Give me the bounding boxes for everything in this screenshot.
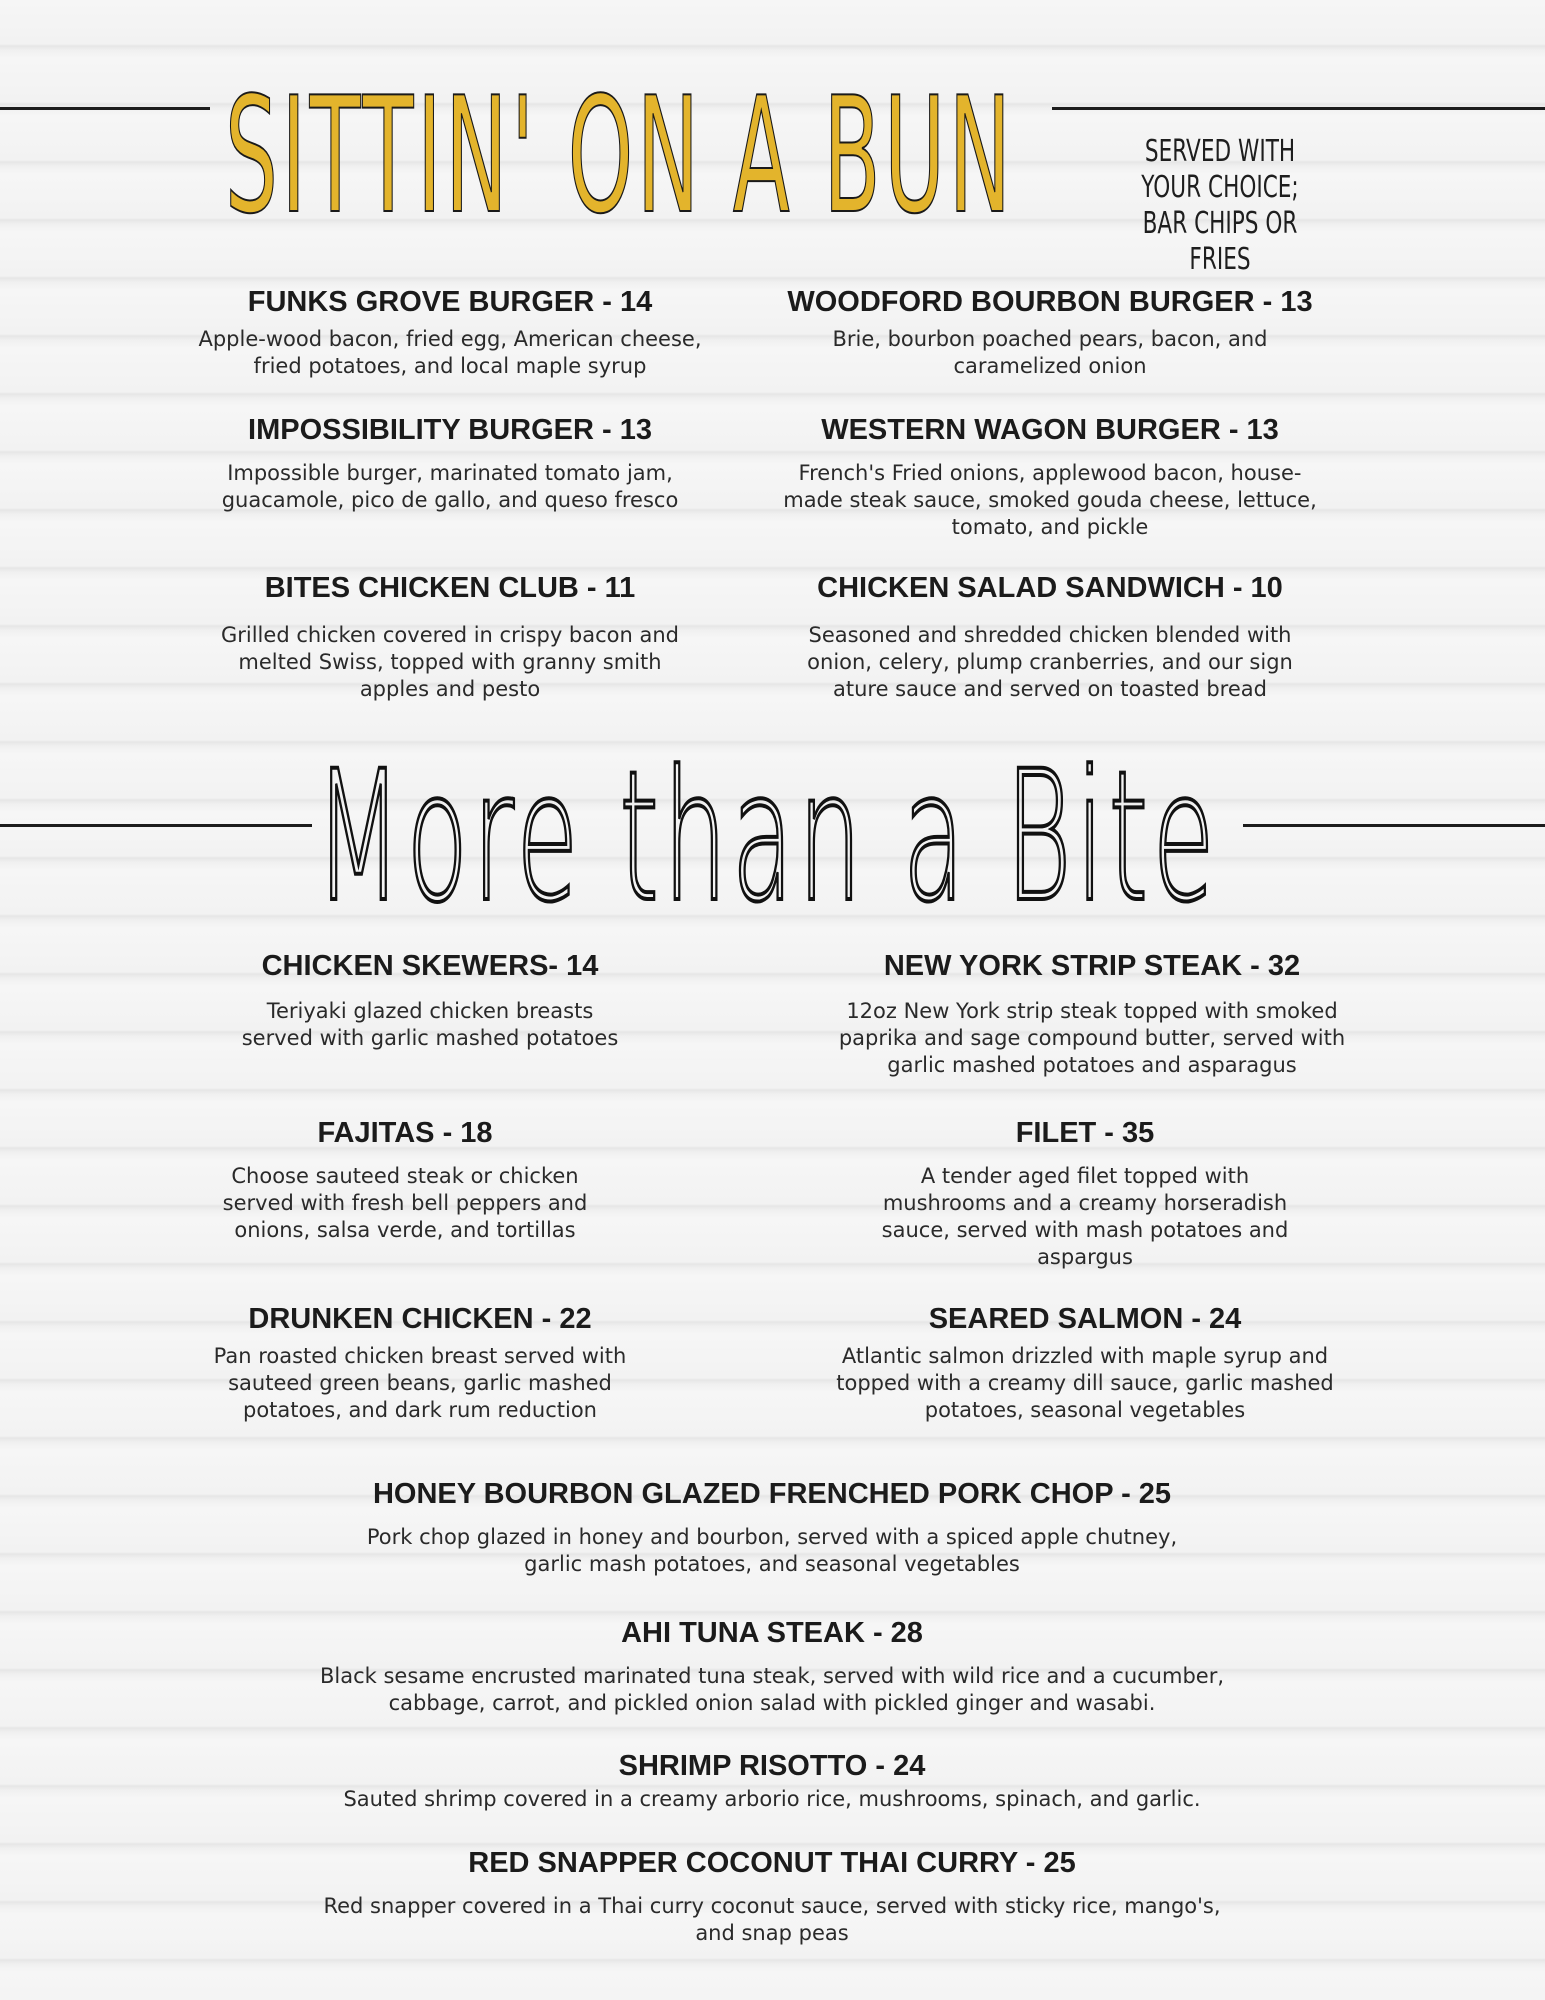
menu-item: [770, 412, 1330, 541]
section-title-bun: SITTIN' ON A BUN: [225, 62, 1015, 249]
item-description: Choose sauteed steak or chicken served with fresh bell peppers and onions, salsa verde, and tortillas: [222, 1164, 588, 1242]
item-description: French's Fried onions, applewood bacon, house-made steak sauce, smoked gouda cheese, lettuce, tomato, and pickle: [783, 461, 1317, 539]
menu-item: [170, 284, 730, 380]
item-description: Brie, bourbon poached pears, bacon, and caramelized onion: [832, 327, 1268, 378]
item-description: Sauted shrimp covered in a creamy arborio rice, mushrooms, spinach, and garlic.: [343, 1787, 1201, 1811]
header-rule-left: [0, 824, 312, 827]
menu-item: [272, 1476, 1272, 1578]
item-description: Teriyaki glazed chicken breasts served with garlic mashed potatoes: [241, 999, 619, 1050]
header-rule-left: [0, 107, 210, 110]
menu-item: [770, 284, 1330, 380]
item-name: AHI TUNA STEAK - 28: [621, 1617, 923, 1649]
item-description: Red snapper covered in a Thai curry coconut sauce, served with sticky rice, mango's, and snap peas: [323, 1894, 1221, 1945]
item-description: Seasoned and shredded chicken blended with onion, celery, plump cranberries, and our sign ature sauce and served on toasted bread: [807, 623, 1293, 701]
item-name: WOODFORD BOURBON BURGER - 13: [787, 286, 1313, 318]
item-description: Pan roasted chicken breast served with sauteed green beans, garlic mashed potatoes, and dark rum reduction: [213, 1344, 627, 1422]
menu-item: [272, 1845, 1272, 1947]
item-description: Grilled chicken covered in crispy bacon and melted Swiss, topped with granny smith apples and pesto: [220, 623, 680, 701]
item-name: FUNKS GROVE BURGER - 14: [247, 286, 653, 318]
item-name: FILET - 35: [1015, 1117, 1155, 1149]
menu-item: [272, 1615, 1272, 1717]
item-name: RED SNAPPER COCONUT THAI CURRY - 25: [468, 1847, 1076, 1879]
menu-item: [150, 948, 710, 1052]
item-name: CHICKEN SKEWERS- 14: [261, 950, 599, 982]
section-title-bite: More than a Bite: [315, 733, 1220, 942]
item-description: Pork chop glazed in honey and bourbon, served with a spiced apple chutney, garlic mash potatoes, and seasonal vegetables: [366, 1525, 1178, 1576]
item-name: CHICKEN SALAD SANDWICH - 10: [817, 572, 1283, 604]
item-description: Black sesame encrusted marinated tuna steak, served with wild rice and a cucumber, cabbage, carrot, and pickled onion salad with pickled ginger and wasabi.: [319, 1664, 1225, 1715]
menu-item: [770, 570, 1330, 703]
menu-item: [805, 1301, 1365, 1424]
menu-item: [805, 1115, 1365, 1271]
item-name: NEW YORK STRIP STEAK - 32: [883, 950, 1301, 982]
item-name: SHRIMP RISOTTO - 24: [618, 1750, 926, 1782]
header-rule-right: [1052, 107, 1545, 110]
menu-item: [170, 570, 730, 703]
item-description: Apple-wood bacon, fried egg, American cheese, fried potatoes, and local maple syrup: [198, 327, 702, 378]
served-with-note: SERVED WITH YOUR CHOICE; BAR CHIPS OR FRIES: [1141, 134, 1299, 277]
item-name: BITES CHICKEN CLUB - 11: [264, 572, 636, 604]
item-description: A tender aged filet topped with mushrooms and a creamy horseradish sauce, served with mash potatoes and aspargus: [881, 1164, 1289, 1269]
item-name: WESTERN WAGON BURGER - 13: [821, 414, 1279, 446]
item-description: Atlantic salmon drizzled with maple syrup and topped with a creamy dill sauce, garlic mashed potatoes, seasonal vegetables: [836, 1344, 1334, 1422]
menu-item: [125, 1115, 685, 1244]
item-name: HONEY BOURBON GLAZED FRENCHED PORK CHOP - 25: [372, 1478, 1172, 1510]
item-name: DRUNKEN CHICKEN - 22: [248, 1303, 592, 1335]
menu-item: [272, 1748, 1272, 1813]
item-name: IMPOSSIBILITY BURGER - 13: [248, 414, 652, 446]
item-description: 12oz New York strip steak topped with smoked paprika and sage compound butter, served with garlic mashed potatoes and asparagus: [838, 999, 1346, 1077]
menu-item: [140, 1301, 700, 1424]
item-name: FAJITAS - 18: [317, 1117, 493, 1149]
header-rule-right: [1243, 824, 1545, 827]
menu-item: [170, 412, 730, 514]
item-name: SEARED SALMON - 24: [928, 1303, 1242, 1335]
menu-item: [812, 948, 1372, 1079]
item-description: Impossible burger, marinated tomato jam, guacamole, pico de gallo, and queso fresco: [221, 461, 679, 512]
